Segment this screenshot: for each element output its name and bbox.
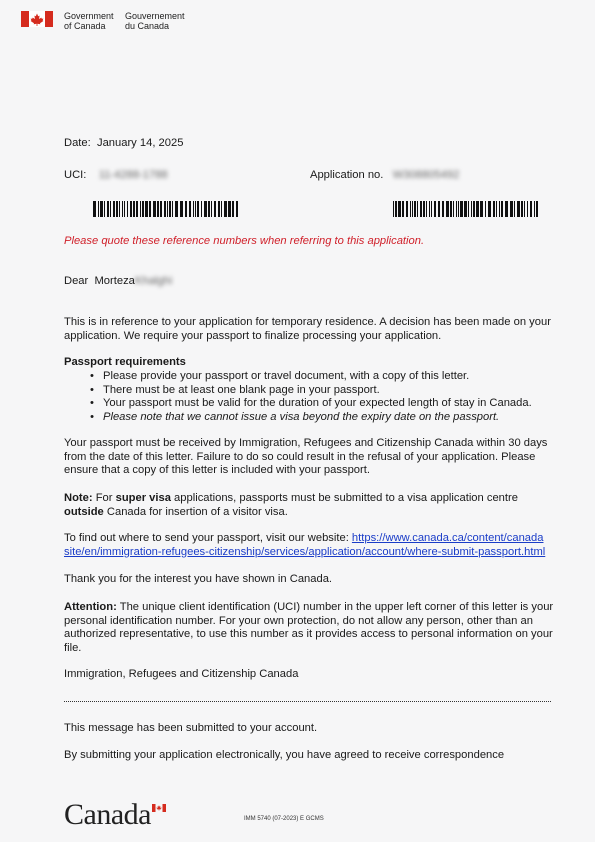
canada-flag-icon (21, 11, 53, 27)
barcode-bar (480, 201, 483, 217)
barcode-bar (189, 201, 191, 217)
intro-paragraph: This is in reference to your application for temporary residence. A decision has been made on your application. We require your passport to finalize processing your application. (64, 316, 551, 342)
salutation (64, 275, 554, 289)
application-line (310, 169, 459, 181)
barcode-bar (136, 201, 138, 217)
barcode-bar (201, 201, 202, 217)
barcode-bar (224, 201, 227, 217)
barcode-bar (402, 201, 404, 217)
barcode-bar (458, 201, 459, 217)
list-item: • Please note that we cannot issue a visa beyond the expiry date on the passport. (64, 411, 554, 425)
barcode-bar (473, 201, 475, 217)
barcode-bar (514, 201, 515, 217)
barcode-bar (493, 201, 495, 217)
list-item: • Your passport must be valid for the duration of your expected length of stay in Canada. (64, 397, 554, 411)
barcode-bar (499, 201, 500, 217)
barcode-bar (496, 201, 497, 217)
barcode-bar (172, 201, 173, 217)
attention-text: The unique client identification (UCI) number in the upper left corner of this letter is your personal identification number. For your own protection, do not allow any person, other than an authorized representative, to use this number as it provides access to personal information on your file. (64, 601, 554, 654)
barcode-bar (524, 201, 525, 217)
barcode-bar (127, 201, 128, 217)
gov-english-signature (64, 11, 114, 31)
barcode-bar (410, 201, 411, 217)
barcode-bar (180, 201, 183, 217)
date-line (64, 137, 554, 151)
dear-first-name: Morteza (94, 275, 135, 287)
barcode-bar (438, 201, 440, 217)
barcode-bar (195, 201, 196, 217)
application-barcode (393, 201, 540, 217)
barcode-bar (450, 201, 452, 217)
barcode-bar (124, 201, 125, 217)
barcode-bar (142, 201, 144, 217)
passport-requirements-list (64, 370, 554, 424)
note-text-1: For (92, 492, 116, 504)
dear-last-name: Khalghi (134, 275, 173, 287)
barcode-bar (140, 201, 141, 217)
barcode-bar (426, 201, 427, 217)
barcode-bar (107, 201, 109, 217)
note-outside: outside (64, 505, 104, 518)
received-paragraph: Your passport must be received by Immigration, Refugees and Citizenship Canada within 30 days from the date of this letter. Failure to do so could result in the refusal of your application. Please ensure that a copy of this letter is included with your passport. (64, 437, 548, 477)
where-submit-passport-link[interactable]: https://www.canada.ca/content/canada site/en/immigration-refugees-citizenship/services/application/account/where-submit-passport.html (64, 532, 546, 558)
date-label: Date: (64, 137, 91, 149)
barcode-bar (488, 201, 491, 217)
barcode-bar (232, 201, 234, 217)
note-paragraph (64, 492, 554, 519)
list-item: • Please provide your passport or travel document, with a copy of this letter. (64, 370, 554, 384)
barcode-bar (100, 201, 103, 217)
attention-label: Attention: (64, 601, 117, 613)
application-label: Application no. (310, 169, 384, 181)
barcode-bar (521, 201, 523, 217)
barcode-bar (169, 201, 171, 217)
barcode-bar (471, 201, 472, 217)
barcode-bar (446, 201, 449, 217)
barcode-bar (527, 201, 528, 217)
barcode-bar (153, 201, 156, 217)
gov-fr-line2: du Canada (125, 21, 170, 31)
barcode-bar (204, 201, 207, 217)
barcode-bar (122, 201, 123, 217)
barcode-bar (406, 201, 408, 217)
barcode-bar (119, 201, 120, 217)
barcode-bar (431, 201, 432, 217)
barcode-bar (93, 201, 96, 217)
barcode-bar (116, 201, 118, 217)
barcode-bar (464, 201, 467, 217)
gov-en-line2: of Canada (64, 21, 106, 31)
barcode-bar (423, 201, 425, 217)
barcode-bar (442, 201, 444, 217)
barcode-bar (167, 201, 168, 217)
note-text-2: applications, passports must be submitted to a visa application centre (170, 492, 518, 504)
barcode-bar (208, 201, 210, 217)
wordmark-flag-icon (152, 804, 166, 812)
dear-label: Dear (64, 275, 89, 287)
barcode-bar (98, 201, 99, 217)
barcode-bar (130, 201, 132, 217)
barcode-bar (456, 201, 457, 217)
application-value: W308805492 (392, 169, 460, 181)
barcode-bar (193, 201, 194, 217)
barcode-bar (429, 201, 430, 217)
barcode-bar (530, 201, 532, 217)
barcode-bar (393, 201, 394, 217)
barcode-bar (145, 201, 148, 217)
gov-french-signature (125, 11, 185, 31)
barcode-bar (149, 201, 151, 217)
gov-fr-line1: Gouvernement (125, 11, 185, 21)
barcode-bar (104, 201, 105, 217)
barcode-bar (160, 201, 162, 217)
barcode-bar (534, 201, 535, 217)
uci-barcode (93, 201, 240, 217)
barcode-bar (157, 201, 159, 217)
barcode-bar (417, 201, 418, 217)
barcode-bar (197, 201, 199, 217)
barcode-bar (501, 201, 503, 217)
passport-heading: Passport requirements (64, 356, 186, 368)
signature: Immigration, Refugees and Citizenship Canada (64, 668, 299, 680)
barcode-bar (485, 201, 486, 217)
note-label: Note: (64, 492, 93, 504)
barcode-bar (412, 201, 413, 217)
thanks-paragraph: Thank you for the interest you have shown in Canada. (64, 573, 333, 585)
barcode-bar (110, 201, 111, 217)
electronic-message: By submitting your application electronically, you have agreed to receive correspondence (64, 749, 505, 761)
barcode-bar (164, 201, 166, 217)
find-out-paragraph (64, 532, 554, 559)
barcode-bar (505, 201, 508, 217)
barcode-bar (228, 201, 231, 217)
uci-line (64, 169, 554, 183)
barcode-bar (434, 201, 436, 217)
barcode-bar (185, 201, 187, 217)
dotted-divider (64, 701, 551, 702)
find-out-text: To find out where to send your passport, visit our website: (64, 532, 352, 544)
barcode-bar (214, 201, 216, 217)
gov-en-line1: Government (64, 11, 114, 21)
note-super-visa: super visa (115, 492, 171, 504)
attention-paragraph (64, 601, 554, 655)
uci-value: 11-4288-1788 (98, 169, 168, 181)
date-value: January 14, 2025 (96, 137, 184, 149)
barcode-bar (420, 201, 422, 217)
barcode-bar (395, 201, 397, 217)
form-number: IMM 5740 (07-2023) E GCMS (244, 816, 324, 822)
barcode-bar (460, 201, 463, 217)
barcode-bar (218, 201, 220, 217)
list-item: • There must be at least one blank page in your passport. (64, 384, 554, 398)
barcode-bar (133, 201, 135, 217)
barcode-bar (113, 201, 115, 217)
barcode-bar (414, 201, 416, 217)
submitted-message: This message has been submitted to your account. (64, 722, 318, 734)
barcode-bar (175, 201, 178, 217)
barcode-bar (476, 201, 479, 217)
barcode-bar (211, 201, 212, 217)
uci-label: UCI: (64, 169, 87, 181)
quote-notice: Please quote these reference numbers when referring to this application. (64, 235, 425, 247)
barcode-bar (510, 201, 513, 217)
barcode-bar (236, 201, 238, 217)
barcode-bar (398, 201, 401, 217)
barcode-bar (468, 201, 469, 217)
barcode-bar (536, 201, 538, 217)
barcode-bar (517, 201, 520, 217)
barcode-bar (221, 201, 222, 217)
canada-wordmark: Canada (64, 798, 151, 831)
note-text-3: Canada for insertion of a visitor visa. (103, 505, 288, 518)
barcode-bar (453, 201, 454, 217)
